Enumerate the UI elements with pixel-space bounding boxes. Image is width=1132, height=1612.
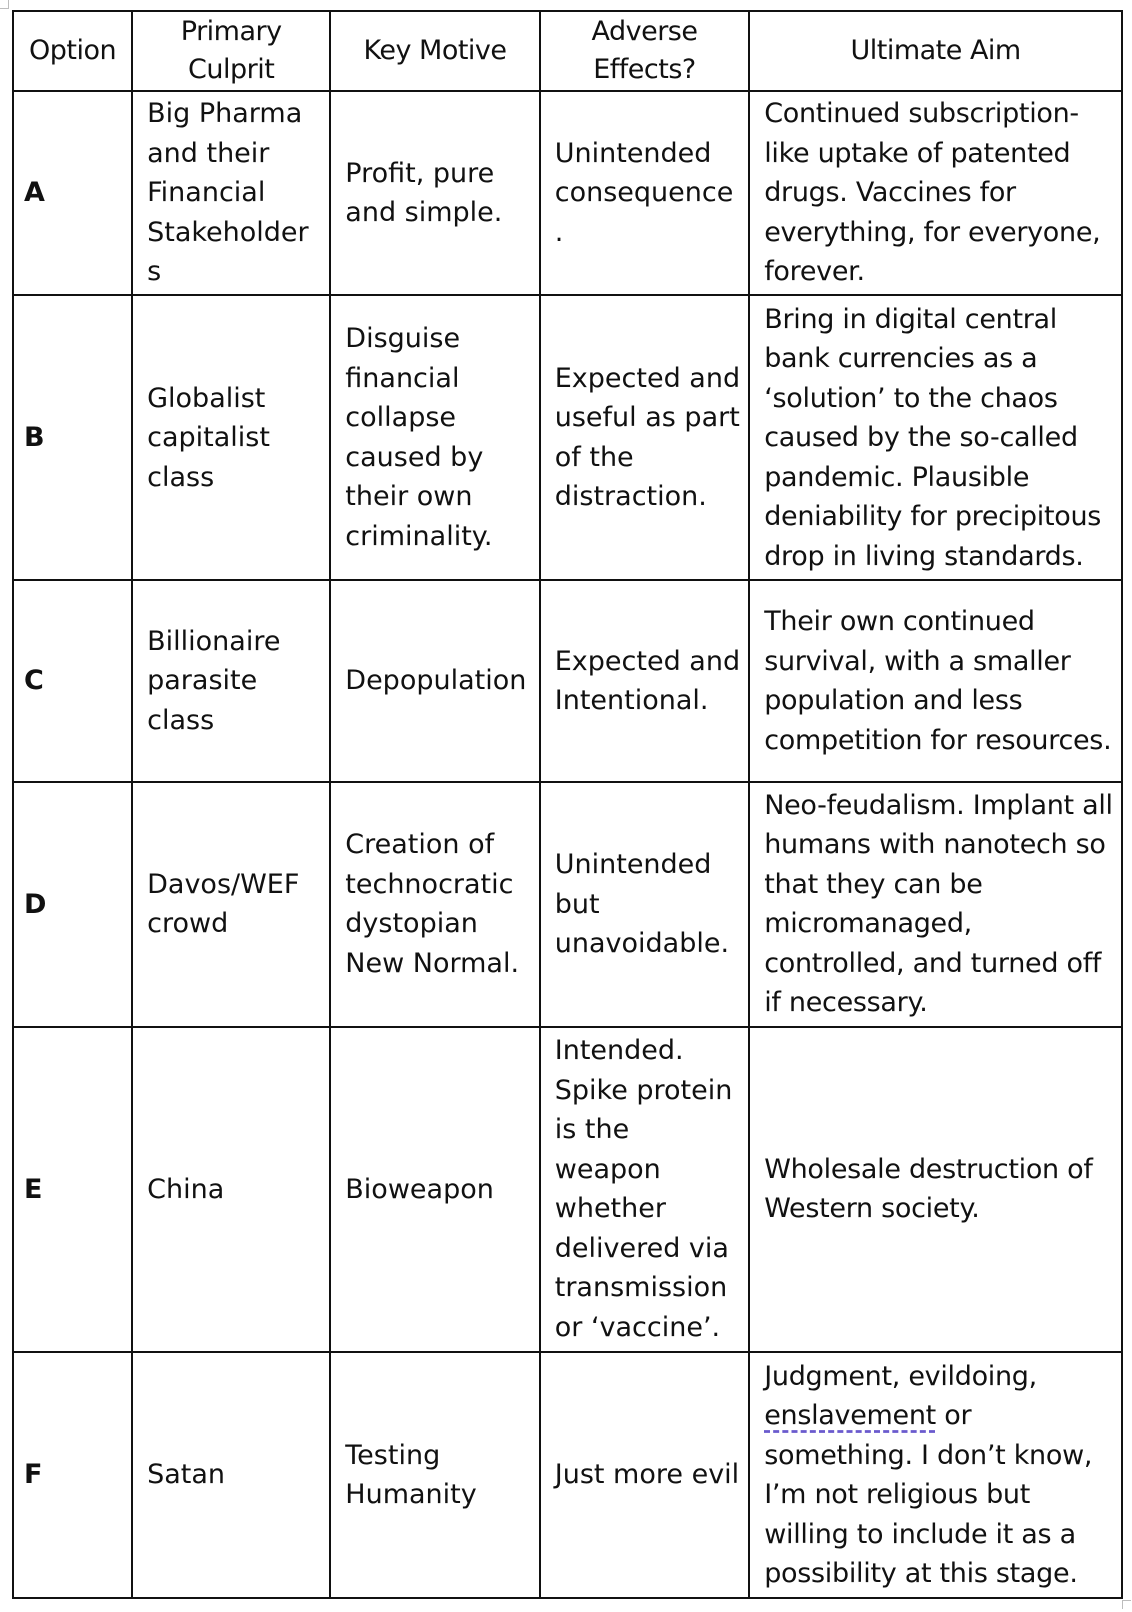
aim-cell: Bring in digital central bank currencies as a ‘solution’ to the chaos caused by the so-called pandemic. Plausible deniability for precipitous drop in living standards. xyxy=(749,295,1122,580)
page-corner-mark-bottom-right xyxy=(1122,1600,1131,1609)
header-adverse-effects: Adverse Effects? xyxy=(540,11,749,91)
header-primary-culprit: Primary Culprit xyxy=(132,11,330,91)
header-option: Option xyxy=(13,11,132,91)
culprit-cell: Billionaire parasite class xyxy=(132,580,330,782)
table-row xyxy=(13,782,1122,1027)
aim-cell: Neo-feudalism. Implant all humans with nanotech so that they can be micromanaged, controlled, and turned off if necessary. xyxy=(749,782,1122,1027)
table-row xyxy=(13,1352,1122,1598)
effects-cell: Expected and useful as part of the distraction. xyxy=(540,295,749,580)
option-cell: D xyxy=(13,782,132,1027)
effects-cell: Intended. Spike protein is the weapon whether delivered via transmission or ‘vaccine’. xyxy=(540,1027,749,1353)
culprit-cell: Satan xyxy=(132,1352,330,1598)
motive-cell: Disguise financial collapse caused by their own criminality. xyxy=(330,295,539,580)
header-row xyxy=(13,11,1122,91)
effects-cell: Expected and Intentional. xyxy=(540,580,749,782)
header-key-motive: Key Motive xyxy=(330,11,539,91)
culprit-cell: Big Pharma and their Financial Stakeholders xyxy=(132,91,330,295)
culprit-cell: Davos/WEF crowd xyxy=(132,782,330,1027)
table-row xyxy=(13,91,1122,295)
page-corner-mark-top-left xyxy=(0,0,9,9)
motive-cell: Depopulation xyxy=(330,580,539,782)
motive-cell: Profit, pure and simple. xyxy=(330,91,539,295)
effects-cell: Unintended but unavoidable. xyxy=(540,782,749,1027)
option-cell: E xyxy=(13,1027,132,1353)
effects-cell: Just more evil xyxy=(540,1352,749,1598)
aim-cell: Their own continued survival, with a smaller population and less competition for resources. xyxy=(749,580,1122,782)
motive-cell: Testing Humanity xyxy=(330,1352,539,1598)
option-cell: B xyxy=(13,295,132,580)
table-row xyxy=(13,1027,1122,1353)
motive-cell: Bioweapon xyxy=(330,1027,539,1353)
option-cell: A xyxy=(13,91,132,295)
aim-cell xyxy=(749,1352,1122,1598)
culprit-options-table xyxy=(12,10,1123,1599)
aim-cell: Wholesale destruction of Western society. xyxy=(749,1027,1122,1353)
aim-text-before: Judgment, evildoing, xyxy=(764,1360,1037,1392)
table-row xyxy=(13,580,1122,782)
aim-cell: Continued subscription-like uptake of patented drugs. Vaccines for everything, for everyone, forever. xyxy=(749,91,1122,295)
culprit-cell: China xyxy=(132,1027,330,1353)
aim-text-after: or something. I don’t know, I’m not religious but willing to include it as a possibility at this stage. xyxy=(764,1400,1093,1590)
option-cell: F xyxy=(13,1352,132,1598)
effects-cell: Unintended consequence. xyxy=(540,91,749,295)
option-cell: C xyxy=(13,580,132,782)
spellcheck-flagged-word[interactable]: enslavement xyxy=(764,1400,936,1432)
culprit-cell: Globalist capitalist class xyxy=(132,295,330,580)
table-row xyxy=(13,295,1122,580)
header-ultimate-aim: Ultimate Aim xyxy=(749,11,1122,91)
motive-cell: Creation of technocratic dystopian New Normal. xyxy=(330,782,539,1027)
